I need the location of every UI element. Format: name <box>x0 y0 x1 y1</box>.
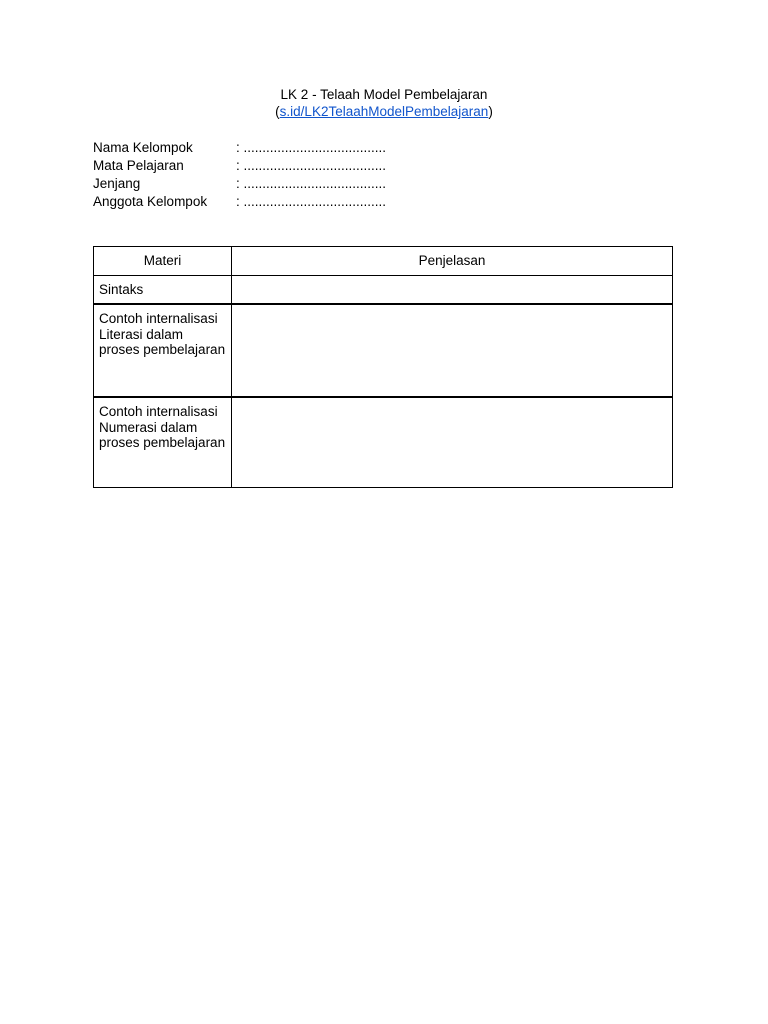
document-title: LK 2 - Telaah Model Pembelajaran <box>280 87 488 102</box>
penjelasan-text <box>232 276 672 282</box>
penjelasan-cell[interactable] <box>232 276 673 305</box>
info-row-jenjang <box>93 175 386 193</box>
group-info <box>93 139 386 211</box>
info-value-field[interactable]: : ...................................... <box>236 158 387 173</box>
info-label: Nama Kelompok <box>93 140 193 155</box>
info-row-nama-kelompok <box>93 139 386 157</box>
info-value-field[interactable]: : ...................................... <box>236 140 387 155</box>
link-close-paren: ) <box>488 104 493 119</box>
info-label: Jenjang <box>93 176 141 191</box>
worksheet-table <box>93 246 673 488</box>
table-row <box>94 397 673 488</box>
column-header-penjelasan: Penjelasan <box>232 247 673 276</box>
penjelasan-text <box>232 305 672 311</box>
table-header-row <box>94 247 673 276</box>
column-header-materi: Materi <box>94 247 232 276</box>
penjelasan-cell[interactable] <box>232 397 673 488</box>
info-row-anggota-kelompok <box>93 193 386 211</box>
materi-text: Contoh internalisasi Literasi dalam proses pembelajaran <box>99 311 226 357</box>
info-value-field[interactable]: : ...................................... <box>236 176 387 191</box>
table-row <box>94 276 673 305</box>
link-open-paren: ( <box>275 104 280 119</box>
table-row <box>94 304 673 397</box>
info-label: Mata Pelajaran <box>93 158 184 173</box>
info-value-field[interactable]: : ...................................... <box>236 194 387 209</box>
penjelasan-cell[interactable] <box>232 304 673 397</box>
materi-text: Contoh internalisasi Numerasi dalam proses pembelajaran <box>99 404 226 450</box>
title-block <box>0 86 768 120</box>
penjelasan-text <box>232 398 672 404</box>
materi-cell <box>94 397 232 488</box>
worksheet-link[interactable]: s.id/LK2TelaahModelPembelajaran <box>279 104 489 119</box>
info-label: Anggota Kelompok <box>93 194 208 209</box>
link-line <box>0 103 768 120</box>
materi-cell <box>94 276 232 305</box>
materi-text: Sintaks <box>99 282 144 297</box>
info-row-mata-pelajaran <box>93 157 386 175</box>
materi-cell <box>94 304 232 397</box>
